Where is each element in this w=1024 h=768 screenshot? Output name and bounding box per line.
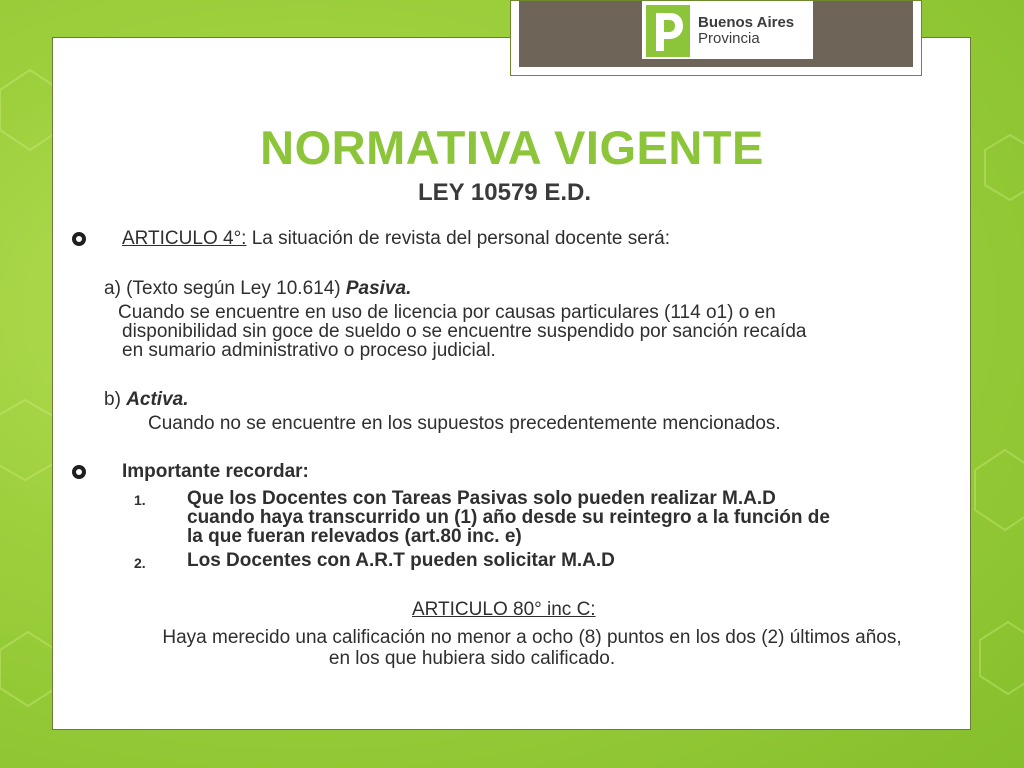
article-80-line-1: Haya merecido una calificación no menor a ocho (8) puntos en los dos (2) últimos años, [162,627,902,648]
item-a-heading [104,279,411,298]
article-80-line-2: en los que hubiera sido calificado. [328,648,616,669]
item-a-label: Pasiva. [345,278,412,299]
item-b-description: Cuando no se encuentre en los supuestos precedentemente mencionados. [148,413,781,434]
item-b-prefix: b) [104,389,127,410]
slide-subtitle: LEY 10579 E.D. [418,179,591,206]
important-item-2-number: 2. [134,555,146,571]
item-b-heading [104,390,189,409]
important-heading: Importante recordar: [122,461,309,482]
buenos-aires-logo [642,1,813,59]
logo-line-1: Buenos Aires [698,14,795,31]
article-4-line [122,229,670,248]
province-p-mark-icon [646,5,690,57]
logo-line-2: Provincia [698,30,760,47]
article-4-label: ARTICULO 4°: [122,228,247,249]
important-item-1-line-2: cuando haya transcurrido un (1) año desde su reintegro a la función de [187,507,830,528]
article-4-text: La situación de revista del personal docente será: [246,228,670,249]
slide-title: NORMATIVA VIGENTE [260,121,764,174]
logo-banner [510,0,922,76]
logo-banner-background [519,1,913,67]
item-b-label: Activa. [126,389,189,410]
logo-wordmark [698,15,794,47]
item-a-prefix: a) (Texto según Ley 10.614) [104,278,346,299]
bullet-ring-icon [71,231,87,247]
important-item-1-line-1: Que los Docentes con Tareas Pasivas solo pueden realizar M.A.D [187,488,776,509]
item-a-description-line-3: en sumario administrativo o proceso judicial. [122,340,496,361]
important-item-2-line-1: Los Docentes con A.R.T pueden solicitar M.A.D [187,550,615,571]
bullet-ring-icon [71,464,87,480]
important-item-1-number: 1. [134,492,146,508]
important-item-1-line-3: la que fueran relevados (art.80 inc. e) [187,526,522,547]
article-80-label: ARTICULO 80° inc C: [412,599,596,620]
item-a-description-line-2: disponibilidad sin goce de sueldo o se encuentre suspendido por sanción recaída [122,321,807,342]
item-a-description-line-1: Cuando se encuentre en uso de licencia por causas particulares (114 o1) o en [118,302,776,323]
